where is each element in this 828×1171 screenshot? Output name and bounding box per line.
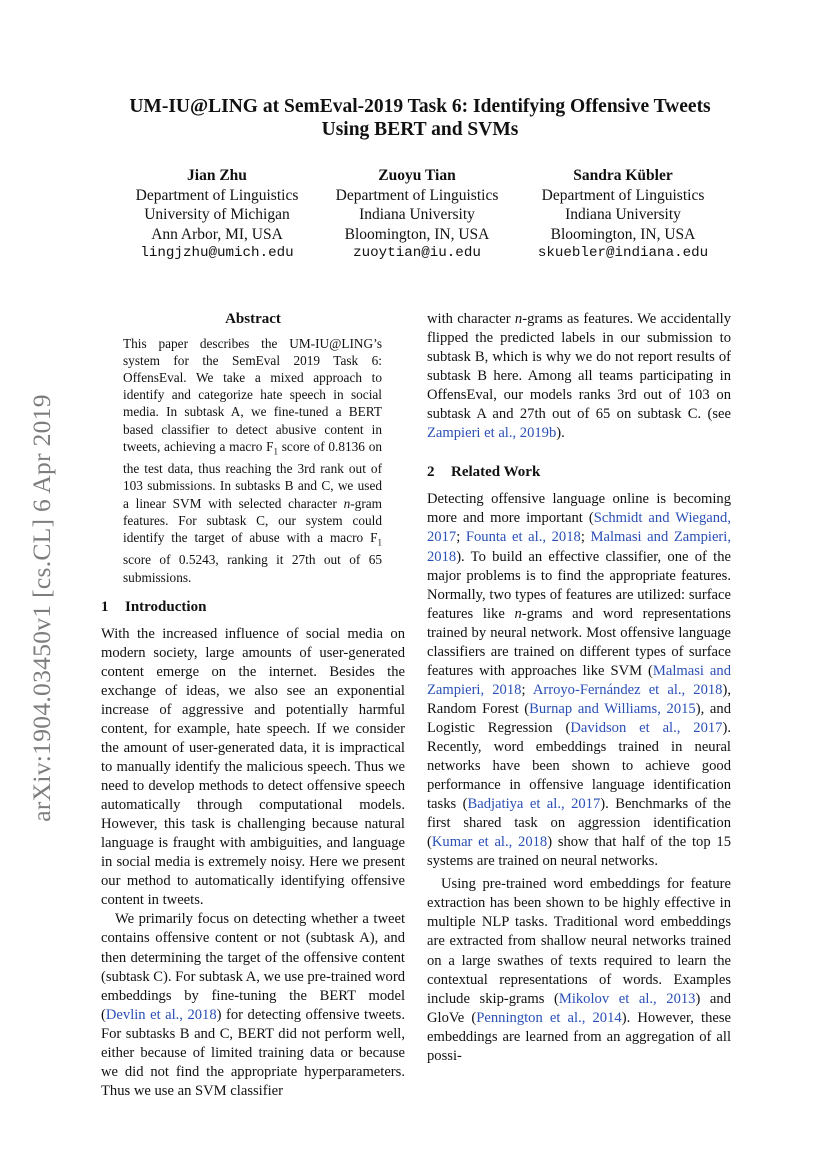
- body-text: Detecting offensive language online is becoming more and more important (: [427, 491, 731, 527]
- citation-link[interactable]: Malmasi and Zampieri, 2018: [427, 529, 731, 565]
- left-column: [101, 310, 405, 1101]
- author-1: [122, 166, 312, 264]
- body-text: ), Random Forest (: [427, 681, 731, 717]
- citation-link[interactable]: Kumar et al., 2018: [431, 834, 548, 851]
- body-text: Using pre-trained word embeddings for feature extraction has been shown to be highly effective in multiple NLP tasks. Traditional word embeddings are extracted from shallow neural networks trained on a large swathes of texts required to learn the contextual representations of words. Examples include skip-grams (: [427, 876, 731, 1007]
- author-department: Department of Linguistics: [135, 186, 299, 204]
- citation-link[interactable]: Burnap and Williams, 2015: [529, 700, 696, 717]
- author-email[interactable]: skuebler@indiana.edu: [537, 245, 709, 262]
- author-location: Ann Arbor, MI, USA: [151, 225, 283, 243]
- body-text: ), and Logistic Regression (: [427, 700, 731, 736]
- title-line-2: Using BERT and SVMs: [321, 119, 519, 140]
- section-number: 1: [101, 598, 109, 615]
- citation-link[interactable]: Malmasi and Zampieri, 2018: [427, 662, 731, 698]
- body-text: ). Recently, word embeddings trained in neural networks have been shown to achieve good performance in offensive language identification tasks (: [427, 719, 731, 813]
- citation-link[interactable]: Badjatiya et al., 2017: [467, 796, 601, 813]
- section-title: Introduction: [125, 598, 207, 615]
- arxiv-sidebar: [22, 375, 62, 840]
- title-line-1: UM-IU@LING at SemEval-2019 Task 6: Identifying Offensive Tweets: [129, 96, 711, 117]
- section-title: Related Work: [451, 464, 541, 481]
- author-location: Bloomington, IN, USA: [344, 225, 490, 243]
- author-department: Department of Linguistics: [541, 186, 705, 204]
- author-name: Jian Zhu: [187, 167, 247, 184]
- body-text: ;: [580, 529, 591, 546]
- intro-paragraph-1: With the increased influence of social media on modern society, large amounts of user-generated content emerge on the internet. Besides the exchange of ideas, we also see an exponential increase of aggressive and potentially harmful content, for example, hate speech. If we consider the amount of user-generated data, it is impractical to manually identify the malicious speech. Thus we need to develop methods to detect offensive speech automatically through computational models. However, this task is challenging because natural language is fraught with ambiguities, and language in social media is extremely noisy. Here we present our method to automatically identifying offensive content in tweets.: [101, 625, 405, 909]
- paper-title: [100, 95, 740, 141]
- citation-link[interactable]: Mikolov et al., 2013: [558, 990, 696, 1007]
- author-block: [100, 166, 740, 266]
- section-heading-introduction: [101, 598, 405, 617]
- math-variable: n: [514, 605, 522, 622]
- author-3: [524, 166, 722, 264]
- body-text: ;: [521, 681, 533, 698]
- author-institution: Indiana University: [359, 206, 475, 224]
- right-column: [427, 310, 731, 1066]
- citation-link[interactable]: Founta et al., 2018: [465, 529, 581, 546]
- citation-link[interactable]: Devlin et al., 2018: [105, 1006, 217, 1023]
- section-number: 2: [427, 464, 435, 481]
- body-text: -grams and word representations trained by neural network. Most offensive language classifiers are trained on different types of surface features with approaches like SVM (: [427, 605, 731, 679]
- author-name: Sandra Kübler: [573, 167, 673, 184]
- author-institution: University of Michigan: [144, 206, 290, 224]
- body-text: ) and GloVe (: [427, 990, 731, 1026]
- author-email[interactable]: zuoytian@iu.edu: [353, 245, 481, 262]
- citation-link[interactable]: Arroyo-Fernández et al., 2018: [532, 681, 723, 698]
- abstract-text: This paper describes the UM-IU@LING’s system for the SemEval 2019 Task 6: OffensEval. We take a mixed approach to identify and categorize hate speech in social media. In subtask A, we fine-tuned a BERT based classifier to detect abusive content in tweets, achieving a macro $F_1$ score of 0.8136 on the test data, thus reaching the 3rd rank out of 103 submissions. In subtasks B and C, we used a linear SVM with selected character n-gram features. For subtask C, our system could identify the target of abuse with a macro $F_1$ score of 0.5243, ranking it 27th out of 65 submissions.: [123, 336, 382, 585]
- citation-link[interactable]: Schmidt and Wiegand, 2017: [427, 510, 731, 546]
- intro-paragraph-2-continued: with character n-grams as features. We accidentally flipped the predicted labels in our submission to subtask B, which is why we do not report results of subtask B here. Among all teams participating in OffensEval, our models ranks 3rd out of 103 on subtask A and 27th out of 65 on subtask C. (see Zampieri et al., 2019b).: [427, 311, 732, 442]
- body-text: ). However, these embeddings are learned from an aggregation of all possi-: [427, 1009, 731, 1064]
- section-heading-related-work: [427, 463, 731, 482]
- body-text: ). To build an effective classifier, one of the major problems is to find the appropriate features. Normally, two types of features are utilized: surface features like: [427, 548, 731, 622]
- author-2: [322, 166, 512, 264]
- author-institution: Indiana University: [565, 206, 681, 224]
- body-text: ) show that half of the top 15 systems are trained on neural networks.: [427, 834, 731, 870]
- author-department: Department of Linguistics: [335, 186, 499, 204]
- body-text: ;: [456, 529, 466, 546]
- related-work-paragraph-1: [427, 490, 731, 871]
- intro-paragraph-2: We primarily focus on detecting whether a tweet contains offensive content or not (subtask A), and then determining the target of the offensive content (subtask C). For subtask A, we use pre-trained word embeddings by fine-tuning the BERT model (Devlin et al., 2018) for detecting offensive tweets. For subtasks B and C, BERT did not perform well, either because of limited training data or because we did not find the appropriate hyperparameters. Thus we use an SVM classifier: [101, 911, 405, 1099]
- body-text: ). Benchmarks of the first shared task on aggression identification (: [427, 796, 732, 851]
- related-work-paragraph-2: [427, 875, 731, 1065]
- arxiv-identifier: arXiv:1904.03450v1 [cs.CL] 6 Apr 2019: [27, 393, 56, 822]
- author-name: Zuoyu Tian: [378, 167, 456, 184]
- author-location: Bloomington, IN, USA: [550, 225, 696, 243]
- citation-link[interactable]: Zampieri et al., 2019b: [427, 425, 557, 442]
- author-email[interactable]: lingjzhu@umich.edu: [140, 245, 294, 262]
- citation-link[interactable]: Davidson et al., 2017: [570, 719, 723, 736]
- abstract-heading: Abstract: [225, 311, 281, 327]
- citation-link[interactable]: Pennington et al., 2014: [476, 1009, 622, 1026]
